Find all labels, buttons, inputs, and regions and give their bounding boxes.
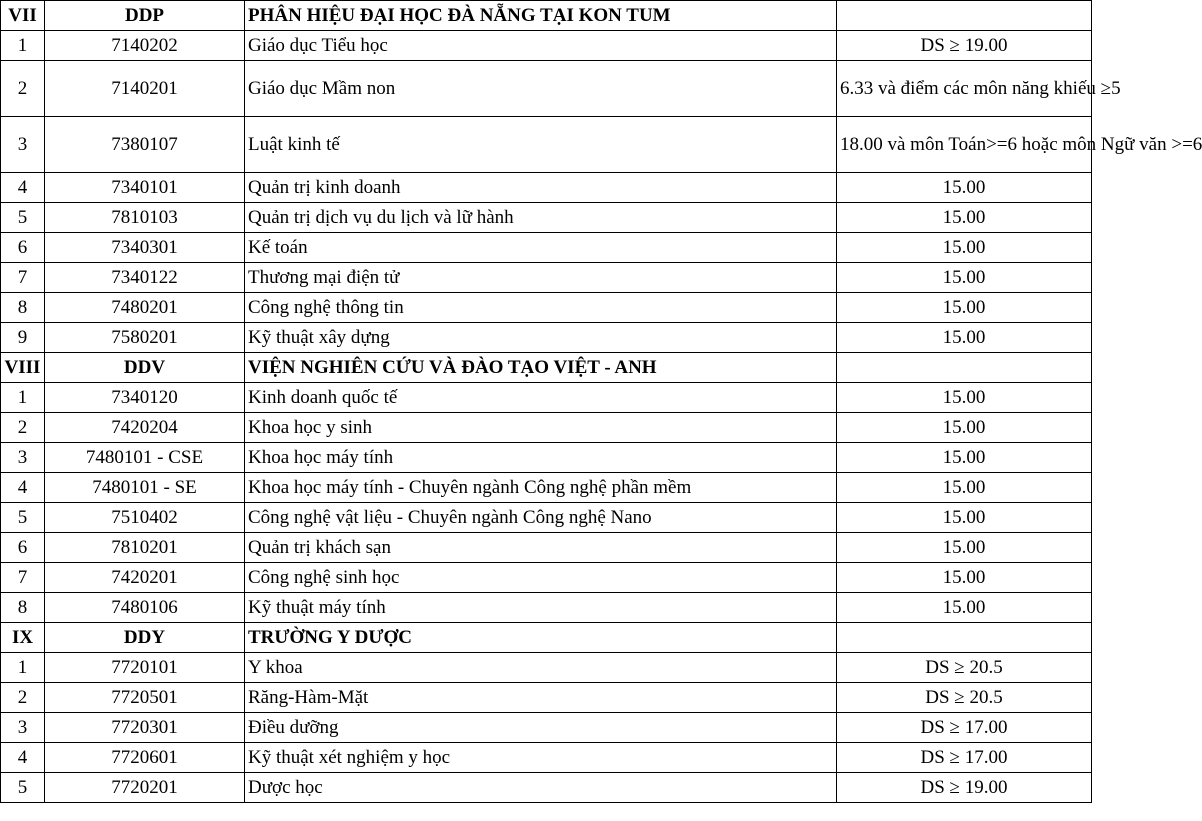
row-score: 15.00: [837, 383, 1092, 413]
row-stt: 5: [1, 503, 45, 533]
table-row: [1, 323, 1092, 353]
row-score: 15.00: [837, 413, 1092, 443]
row-stt: 3: [1, 443, 45, 473]
row-score: 15.00: [837, 563, 1092, 593]
row-name: Quản trị khách sạn: [245, 533, 837, 563]
row-stt: 7: [1, 263, 45, 293]
section-title: PHÂN HIỆU ĐẠI HỌC ĐÀ NẴNG TẠI KON TUM: [245, 1, 837, 31]
row-name: Khoa học máy tính: [245, 443, 837, 473]
row-code: 7480106: [45, 593, 245, 623]
row-stt: 2: [1, 413, 45, 443]
row-code: 7480201: [45, 293, 245, 323]
table-row: [1, 503, 1092, 533]
table-row: [1, 683, 1092, 713]
row-code: 7420204: [45, 413, 245, 443]
row-stt: 1: [1, 383, 45, 413]
row-score: 15.00: [837, 593, 1092, 623]
row-stt: 1: [1, 31, 45, 61]
row-name: Công nghệ thông tin: [245, 293, 837, 323]
table-row: [1, 413, 1092, 443]
row-name: Công nghệ sinh học: [245, 563, 837, 593]
table-row: [1, 173, 1092, 203]
row-stt: 4: [1, 173, 45, 203]
row-score: 15.00: [837, 533, 1092, 563]
row-code: 7340101: [45, 173, 245, 203]
row-name: Kế toán: [245, 233, 837, 263]
section-title: TRƯỜNG Y DƯỢC: [245, 623, 837, 653]
row-code: 7480101 - CSE: [45, 443, 245, 473]
row-name: Khoa học máy tính - Chuyên ngành Công nghệ phần mềm: [245, 473, 837, 503]
table-row: [1, 383, 1092, 413]
section-roman: VIII: [1, 353, 45, 383]
row-score: 15.00: [837, 173, 1092, 203]
row-code: 7720601: [45, 743, 245, 773]
row-score: DS ≥ 19.00: [837, 773, 1092, 803]
row-stt: 4: [1, 473, 45, 503]
row-code: 7720101: [45, 653, 245, 683]
row-code: 7140202: [45, 31, 245, 61]
row-stt: 6: [1, 233, 45, 263]
row-score: 6.33 và điểm các môn năng khiếu ≥5: [837, 61, 1092, 117]
row-stt: 3: [1, 713, 45, 743]
section-score-empty: [837, 353, 1092, 383]
table-row: [1, 31, 1092, 61]
row-name: Kỹ thuật máy tính: [245, 593, 837, 623]
row-score: 18.00 và môn Toán>=6 hoặc môn Ngữ văn >=6: [837, 117, 1092, 173]
table-row: [1, 203, 1092, 233]
row-name: Luật kinh tế: [245, 117, 837, 173]
row-code: 7480101 - SE: [45, 473, 245, 503]
row-stt: 5: [1, 773, 45, 803]
row-name: Quản trị kinh doanh: [245, 173, 837, 203]
row-stt: 4: [1, 743, 45, 773]
row-name: Dược học: [245, 773, 837, 803]
row-name: Kinh doanh quốc tế: [245, 383, 837, 413]
row-code: 7720201: [45, 773, 245, 803]
section-score-empty: [837, 623, 1092, 653]
table-row: [1, 443, 1092, 473]
row-score: 15.00: [837, 293, 1092, 323]
table-row: [1, 263, 1092, 293]
row-stt: 9: [1, 323, 45, 353]
row-name: Răng-Hàm-Mặt: [245, 683, 837, 713]
row-stt: 8: [1, 293, 45, 323]
row-name: Y khoa: [245, 653, 837, 683]
row-stt: 1: [1, 653, 45, 683]
row-score: 15.00: [837, 473, 1092, 503]
row-code: 7720301: [45, 713, 245, 743]
row-code: 7420201: [45, 563, 245, 593]
row-code: 7380107: [45, 117, 245, 173]
section-header-row: [1, 1, 1092, 31]
row-score: 15.00: [837, 503, 1092, 533]
row-name: Công nghệ vật liệu - Chuyên ngành Công nghệ Nano: [245, 503, 837, 533]
table-row: [1, 593, 1092, 623]
table-row: [1, 533, 1092, 563]
row-score: 15.00: [837, 323, 1092, 353]
section-roman: IX: [1, 623, 45, 653]
row-name: Kỹ thuật xây dựng: [245, 323, 837, 353]
row-score: 15.00: [837, 443, 1092, 473]
row-stt: 7: [1, 563, 45, 593]
row-name: Kỹ thuật xét nghiệm y học: [245, 743, 837, 773]
row-stt: 5: [1, 203, 45, 233]
row-stt: 3: [1, 117, 45, 173]
table-row: [1, 743, 1092, 773]
row-name: Thương mại điện tử: [245, 263, 837, 293]
row-score: DS ≥ 19.00: [837, 31, 1092, 61]
table-row: [1, 117, 1092, 173]
row-score: DS ≥ 17.00: [837, 713, 1092, 743]
section-code: DDY: [45, 623, 245, 653]
row-code: 7340120: [45, 383, 245, 413]
section-score-empty: [837, 1, 1092, 31]
row-code: 7140201: [45, 61, 245, 117]
row-score: 15.00: [837, 203, 1092, 233]
section-code: DDP: [45, 1, 245, 31]
row-score: DS ≥ 17.00: [837, 743, 1092, 773]
table-row: [1, 563, 1092, 593]
row-code: 7340122: [45, 263, 245, 293]
table-row: [1, 473, 1092, 503]
row-score: 15.00: [837, 233, 1092, 263]
row-stt: 2: [1, 683, 45, 713]
row-name: Quản trị dịch vụ du lịch và lữ hành: [245, 203, 837, 233]
section-roman: VII: [1, 1, 45, 31]
row-score: DS ≥ 20.5: [837, 653, 1092, 683]
row-stt: 2: [1, 61, 45, 117]
row-name: Khoa học y sinh: [245, 413, 837, 443]
row-stt: 8: [1, 593, 45, 623]
row-code: 7720501: [45, 683, 245, 713]
table-row: [1, 61, 1092, 117]
table-row: [1, 233, 1092, 263]
row-code: 7810103: [45, 203, 245, 233]
table-row: [1, 773, 1092, 803]
row-stt: 6: [1, 533, 45, 563]
row-code: 7810201: [45, 533, 245, 563]
section-title: VIỆN NGHIÊN CỨU VÀ ĐÀO TẠO VIỆT - ANH: [245, 353, 837, 383]
row-name: Giáo dục Mầm non: [245, 61, 837, 117]
row-code: 7580201: [45, 323, 245, 353]
row-name: Điều dưỡng: [245, 713, 837, 743]
table-row: [1, 713, 1092, 743]
section-header-row: [1, 353, 1092, 383]
row-score: DS ≥ 20.5: [837, 683, 1092, 713]
section-code: DDV: [45, 353, 245, 383]
row-code: 7340301: [45, 233, 245, 263]
row-score: 15.00: [837, 263, 1092, 293]
section-header-row: [1, 623, 1092, 653]
row-code: 7510402: [45, 503, 245, 533]
row-name: Giáo dục Tiểu học: [245, 31, 837, 61]
table-row: [1, 293, 1092, 323]
table-row: [1, 653, 1092, 683]
